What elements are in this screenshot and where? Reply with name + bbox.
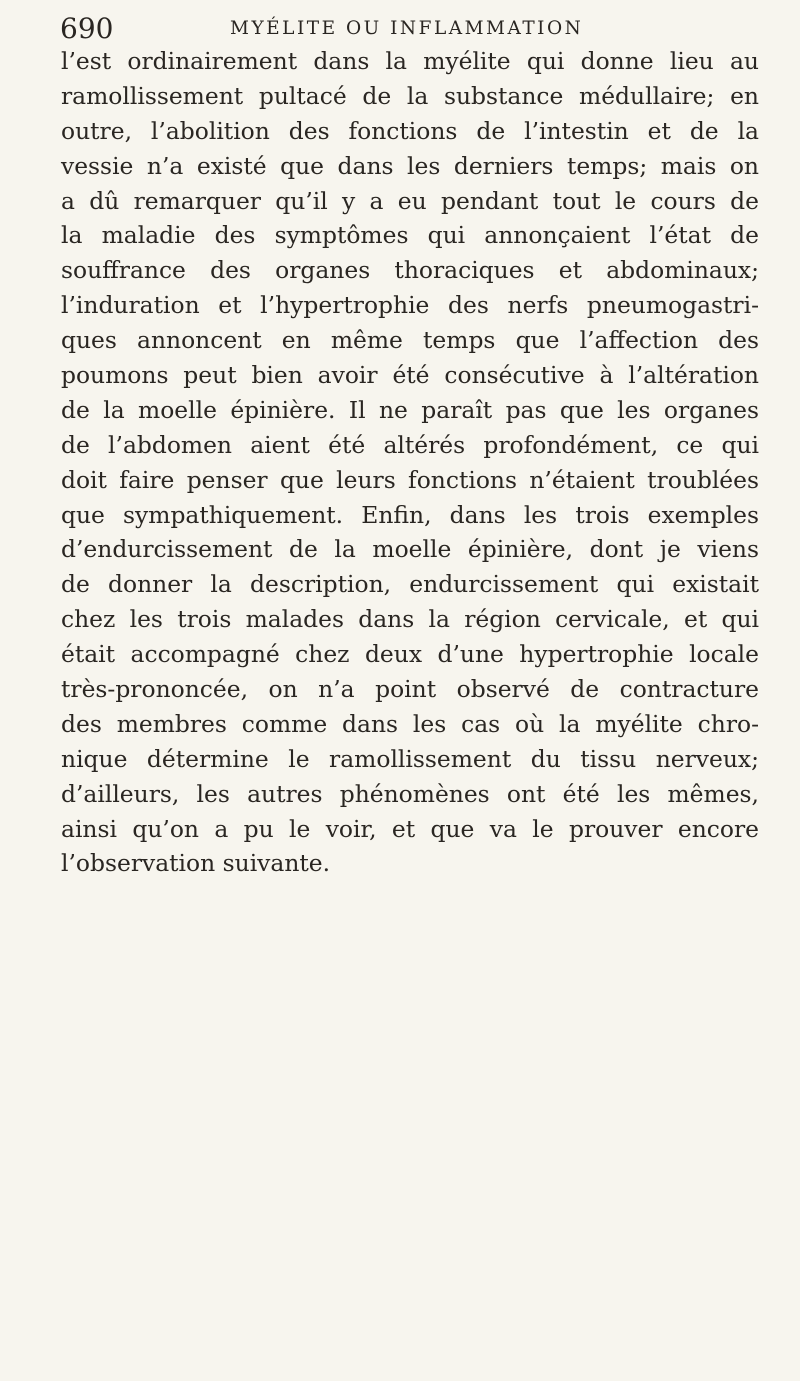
- text-line: doit faire penser que leurs fonctions n’étaient troublées: [61, 465, 759, 494]
- text-line: poumons peut bien avoir été consécutive à l’altération: [61, 361, 759, 390]
- text-line: que sympathiquement. Enfin, dans les trois exemples: [61, 500, 759, 529]
- text-line: la maladie des symptômes qui annonçaient l’état de: [61, 221, 759, 250]
- text-line: ques annoncent en même temps que l’affection des: [61, 326, 759, 355]
- text-line: ainsi qu’on a pu le voir, et que va le prouver encore: [61, 814, 759, 843]
- body-text: [61, 44, 759, 881]
- text-line: vessie n’a existé que dans les derniers temps; mais on: [61, 151, 759, 180]
- page-number: 690: [60, 12, 114, 45]
- text-line: l’est ordinairement dans la myélite qui donne lieu au: [61, 47, 759, 75]
- text-line: l’induration et l’hypertrophie des nerfs pneumogastri-: [61, 291, 759, 320]
- text-line: de donner la description, endurcissement qui existait: [61, 570, 759, 599]
- text-line: souffrance des organes thoraciques et abdominaux;: [61, 256, 759, 285]
- text-line: nique détermine le ramollissement du tissu nerveux;: [61, 744, 759, 773]
- text-line: l’observation suivante.: [61, 849, 331, 878]
- text-line: de la moelle épinière. Il ne paraît pas que les organes: [61, 395, 759, 424]
- text-line: des membres comme dans les cas où la myélite chro-: [61, 709, 759, 738]
- text-line: de l’abdomen aient été altérés profondément, ce qui: [61, 430, 759, 459]
- text-line: d’endurcissement de la moelle épinière, dont je viens: [61, 535, 759, 564]
- text-line: ramollissement pultacé de la substance médullaire; en: [61, 81, 759, 110]
- text-line: très-prononcée, on n’a point observé de contracture: [61, 675, 759, 704]
- text-line: était accompagné chez deux d’une hypertrophie locale: [61, 640, 759, 669]
- text-line: a dû remarquer qu’il y a eu pendant tout le cours de: [61, 186, 759, 215]
- text-line: chez les trois malades dans la région cervicale, et qui: [61, 605, 759, 634]
- running-head: MYÉLITE OU INFLAMMATION: [230, 18, 584, 39]
- text-line: outre, l’abolition des fonctions de l’intestin et de la: [61, 116, 759, 145]
- text-line: d’ailleurs, les autres phénomènes ont été les mêmes,: [61, 779, 759, 808]
